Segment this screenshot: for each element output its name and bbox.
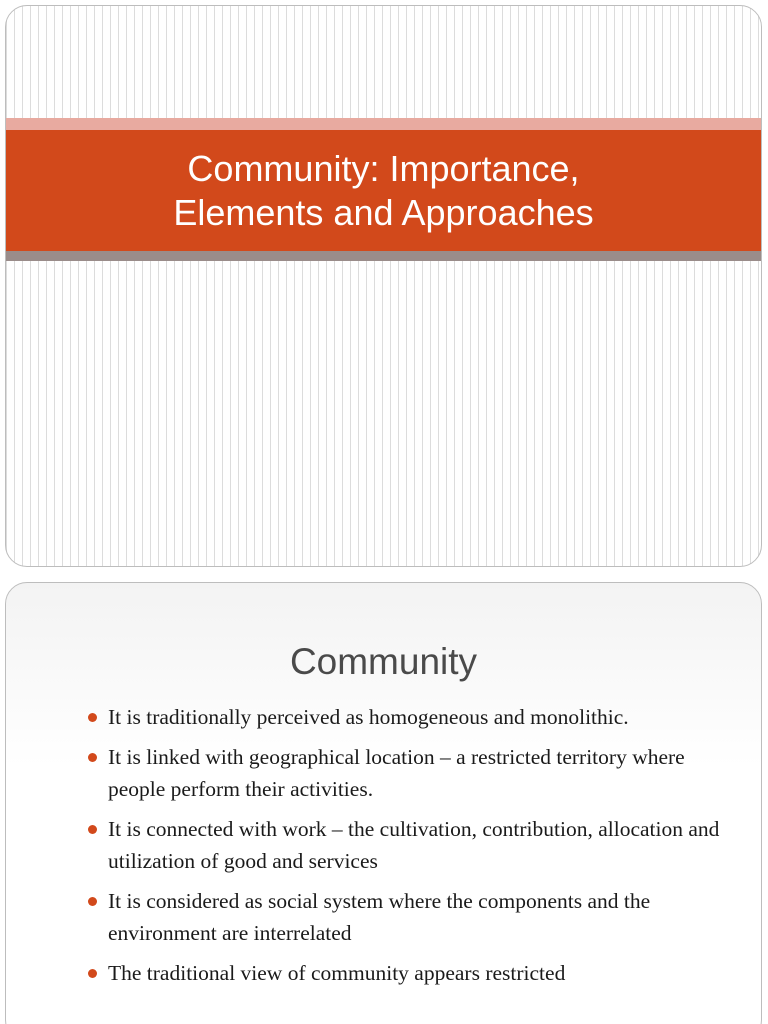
title-band [6,130,761,251]
bullet-item [88,813,738,877]
bullet-item [88,957,738,989]
bullet-list [88,701,738,997]
bullet-dot-icon [88,753,97,762]
bullet-text: It is linked with geographical location – a restricted territory where people perform their activities. [108,745,685,801]
title-band-bottom-stripe [6,251,761,261]
bullet-text: It is traditionally perceived as homogeneous and monolithic. [108,705,629,729]
bullet-item [88,885,738,949]
content-slide-title: Community [289,641,478,682]
content-slide [5,582,762,1024]
slide-title [173,147,593,235]
bullet-item [88,741,738,805]
title-band-top-stripe [6,118,761,130]
bullet-text: It is considered as social system where the components and the environment are interrelated [108,889,651,945]
bullet-text: It is connected with work – the cultivation, contribution, allocation and utilization of good and services [108,817,720,873]
bullet-item [88,701,738,733]
bullet-dot-icon [88,825,97,834]
bullet-dot-icon [88,969,97,978]
bullet-text: The traditional view of community appears restricted [108,961,566,985]
slide-title-line-2: Elements and Approaches [173,191,594,233]
bullet-dot-icon [88,897,97,906]
title-slide [5,5,762,567]
slide-title-line-1: Community: Importance, [187,147,580,189]
bullet-dot-icon [88,713,97,722]
